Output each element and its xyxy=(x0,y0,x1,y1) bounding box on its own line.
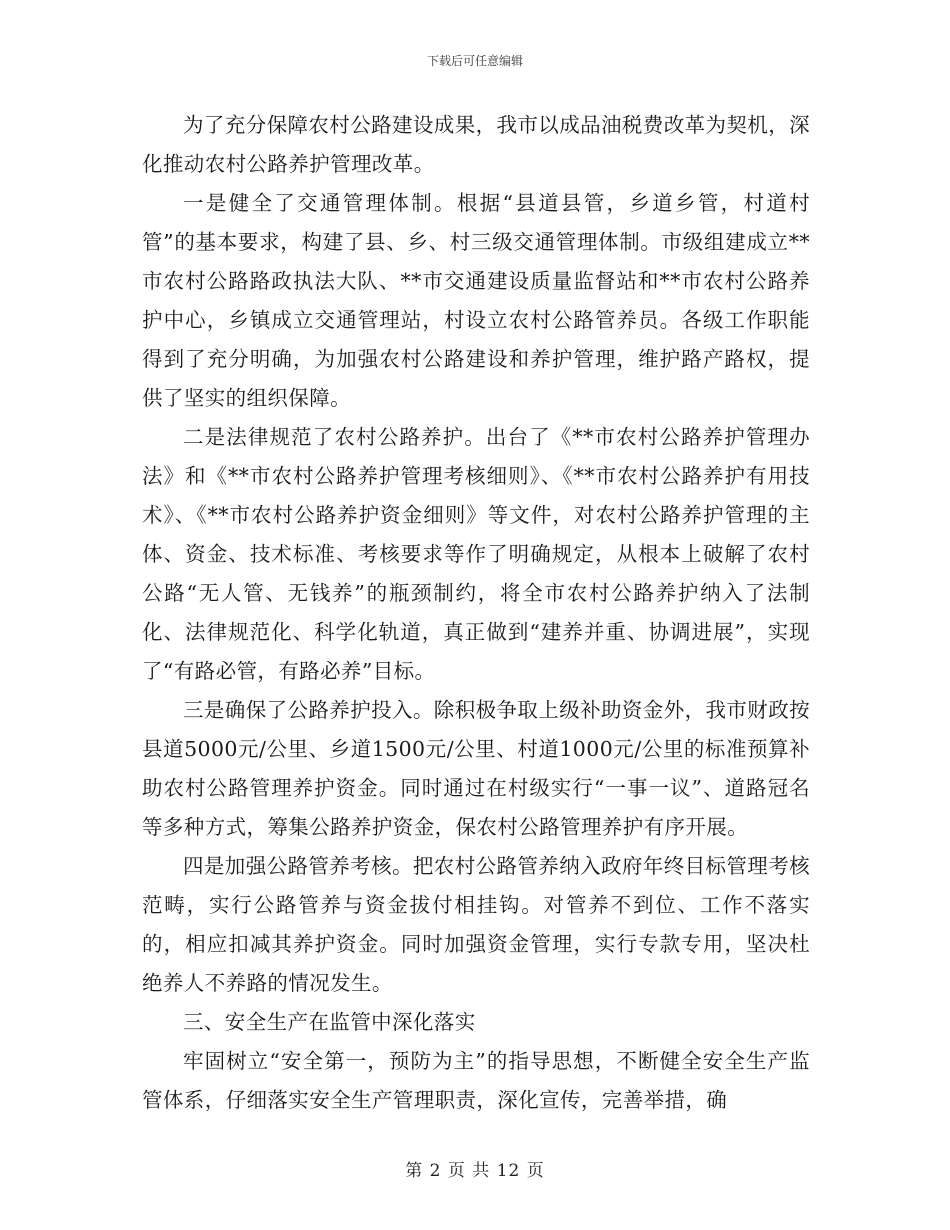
section-heading-safety: 三、安全生产在监管中深化落实 xyxy=(183,1010,476,1034)
paragraph-safety: 牢固树立“安全第一，预防为主”的指导思想，不断健全安全生产监管体系，仔细落实安全生产管理职责，深化宣传，完善举措，确 xyxy=(142,1049,810,1112)
paragraph-legal-norms: 二是法律规范了农村公路养护。出台了《**市农村公路养护管理办法》和《**市农村公路养护管理考核细则》、《**市农村公路养护有用技术》、《**市农村公路养护资金细则》等文件，对农村公路养护管理的主体、资金、技术标准、考核要求等作了明确规定，从根本上破解了农村公路“无人管、无钱养”的瓶颈制约，将全市农村公路养护纳入了法制化、法律规范化、科学化轨道，真正做到“建养并重、协调进展”，实现了“有路必管，有路必养”目标。 xyxy=(142,425,810,683)
paragraph-funding: 三是确保了公路养护投入。除积极争取上级补助资金外，我市财政按县道5000元/公里、乡道1500元/公里、村道1000元/公里的标准预算补助农村公路管理养护资金。同时通过在村级实行“一事一议”、道路冠名等多种方式，筹集公路养护资金，保农村公路管理养护有序开展。 xyxy=(142,698,810,839)
page-number-footer: 第 2 页 共 12 页 xyxy=(405,1161,545,1181)
paragraph-management-system: 一是健全了交通管理体制。根据“县道县管，乡道乡管，村道村管”的基本要求，构建了县、乡、村三级交通管理体制。市级组建成立**市农村公路路政执法大队、**市交通建设质量监督站和**市农村公路养护中心，乡镇成立交通管理站，村设立农村公路管养员。各级工作职能得到了充分明确，为加强农村公路建设和养护管理，维护路产路权，提供了坚实的组织保障。 xyxy=(142,191,810,410)
paragraph-assessment: 四是加强公路管养考核。把农村公路管养纳入政府年终目标管理考核范畴，实行公路管养与资金拔付相挂钩。对管养不到位、工作不落实的，相应扣减其养护资金。同时加强资金管理，实行专款专用，坚决杜绝养人不养路的情况发生。 xyxy=(142,854,810,995)
page-header: 下载后可任意编辑 xyxy=(426,54,523,68)
paragraph-intro: 为了充分保障农村公路建设成果，我市以成品油税费改革为契机，深化推动农村公路养护管理改革。 xyxy=(142,113,810,176)
document-body xyxy=(142,106,810,1120)
